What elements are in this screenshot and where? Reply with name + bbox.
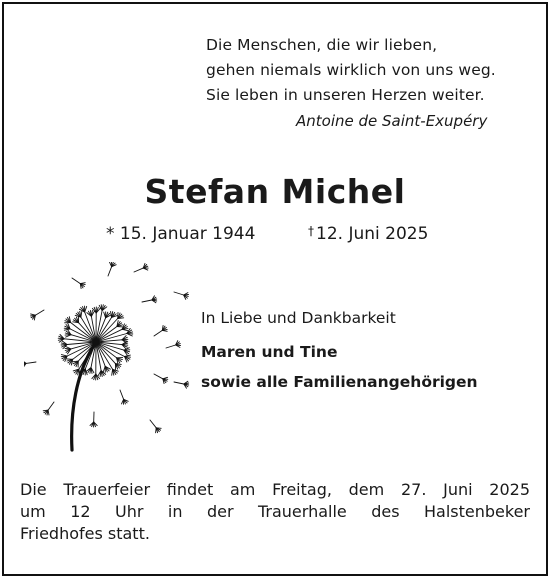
dandelion-icon (24, 262, 194, 462)
service-notice (20, 479, 530, 545)
birth-date: * 15. Januar 1944 (106, 224, 256, 244)
service-line: Die Trauerfeier findet am Freitag, dem 27. Juni 2025 (20, 480, 530, 499)
quote-line: gehen niemals wirklich von uns weg. (206, 61, 496, 79)
quote (206, 33, 496, 108)
death-date-block (308, 224, 428, 244)
quote-line: Sie leben in unseren Herzen weiter. (206, 86, 485, 104)
quote-author: Antoine de Saint-Exupéry (296, 112, 488, 130)
death-date: 12. Juni 2025 (316, 224, 429, 244)
quote-line: Die Menschen, die wir lieben, (206, 36, 438, 54)
thanks-line: In Liebe und Dankbarkeit (201, 309, 396, 327)
mourners-family: sowie alle Familienangehörigen (201, 373, 478, 391)
mourners-primary: Maren und Tine (201, 343, 338, 361)
cross-icon: † (308, 224, 314, 238)
service-line: um 12 Uhr in der Trauerhalle des Halstenbeker (20, 502, 530, 521)
service-line: Friedhofes statt. (20, 524, 150, 543)
deceased-name: Stefan Michel (144, 172, 406, 211)
